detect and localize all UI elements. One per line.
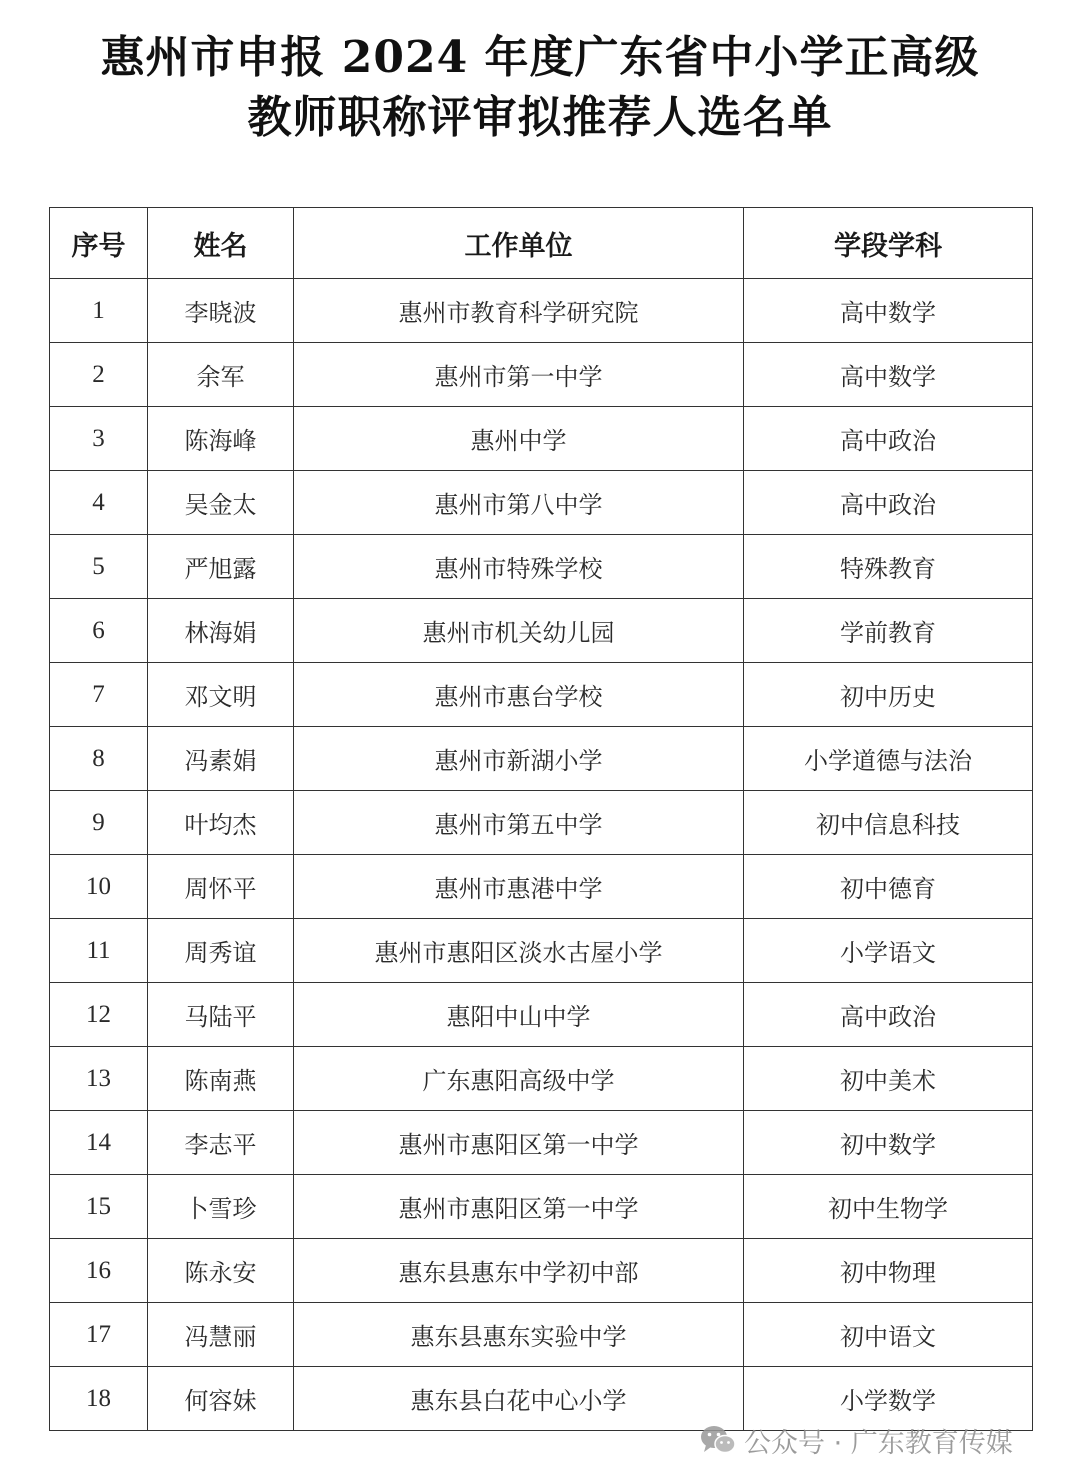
cell-unit: 惠州市第五中学 [294, 791, 744, 855]
cell-subject: 初中美术 [744, 1047, 1033, 1111]
title-line-2: 教师职称评审拟推荐人选名单 [247, 92, 833, 143]
cell-name: 严旭露 [148, 535, 294, 599]
cell-unit: 惠东县白花中心小学 [294, 1367, 744, 1431]
cell-name: 李志平 [148, 1111, 294, 1175]
cell-name: 余军 [148, 343, 294, 407]
cell-subject: 初中信息科技 [744, 791, 1033, 855]
cell-unit: 惠州市机关幼儿园 [294, 599, 744, 663]
cell-unit: 惠阳中山中学 [294, 983, 744, 1047]
cell-subject: 特殊教育 [744, 535, 1033, 599]
table-row [50, 1047, 1033, 1111]
table-row [50, 727, 1033, 791]
table-header-row [50, 208, 1033, 279]
cell-unit: 惠州市惠阳区第一中学 [294, 1175, 744, 1239]
cell-number: 4 [50, 471, 148, 535]
table-row [50, 919, 1033, 983]
candidate-table [49, 207, 1033, 1431]
cell-unit: 惠州市惠港中学 [294, 855, 744, 919]
table-row [50, 343, 1033, 407]
table-row [50, 663, 1033, 727]
cell-number: 5 [50, 535, 148, 599]
cell-number: 16 [50, 1239, 148, 1303]
cell-name: 陈永安 [148, 1239, 294, 1303]
header-unit: 工作单位 [294, 208, 744, 279]
table-row [50, 791, 1033, 855]
document-title [0, 28, 1080, 148]
cell-unit: 广东惠阳高级中学 [294, 1047, 744, 1111]
cell-number: 15 [50, 1175, 148, 1239]
cell-subject: 高中数学 [744, 343, 1033, 407]
cell-number: 13 [50, 1047, 148, 1111]
watermark [700, 1420, 1013, 1460]
cell-unit: 惠州市惠阳区第一中学 [294, 1111, 744, 1175]
cell-name: 冯慧丽 [148, 1303, 294, 1367]
cell-unit: 惠州市惠阳区淡水古屋小学 [294, 919, 744, 983]
cell-subject: 学前教育 [744, 599, 1033, 663]
cell-subject: 初中生物学 [744, 1175, 1033, 1239]
cell-name: 何容妹 [148, 1367, 294, 1431]
table-row [50, 599, 1033, 663]
cell-name: 林海娟 [148, 599, 294, 663]
cell-unit: 惠州市教育科学研究院 [294, 279, 744, 343]
cell-name: 吴金太 [148, 471, 294, 535]
cell-unit: 惠东县惠东实验中学 [294, 1303, 744, 1367]
cell-subject: 高中政治 [744, 407, 1033, 471]
table-body [50, 279, 1033, 1431]
table-row [50, 1111, 1033, 1175]
cell-name: 邓文明 [148, 663, 294, 727]
header-subject: 学段学科 [744, 208, 1033, 279]
cell-unit: 惠州市第一中学 [294, 343, 744, 407]
cell-number: 7 [50, 663, 148, 727]
cell-subject: 初中德育 [744, 855, 1033, 919]
cell-unit: 惠州市特殊学校 [294, 535, 744, 599]
cell-subject: 小学道德与法治 [744, 727, 1033, 791]
cell-number: 14 [50, 1111, 148, 1175]
table-row [50, 1175, 1033, 1239]
cell-number: 9 [50, 791, 148, 855]
cell-subject: 高中政治 [744, 983, 1033, 1047]
table-row [50, 535, 1033, 599]
title-line-1: 惠州市申报 2024 年度广东省中小学正高级 [100, 32, 980, 83]
table-row [50, 983, 1033, 1047]
cell-number: 11 [50, 919, 148, 983]
cell-number: 18 [50, 1367, 148, 1431]
cell-name: 冯素娟 [148, 727, 294, 791]
cell-number: 6 [50, 599, 148, 663]
cell-number: 3 [50, 407, 148, 471]
cell-unit: 惠东县惠东中学初中部 [294, 1239, 744, 1303]
table-row [50, 855, 1033, 919]
cell-number: 2 [50, 343, 148, 407]
cell-unit: 惠州市第八中学 [294, 471, 744, 535]
table-row [50, 1239, 1033, 1303]
cell-subject: 初中历史 [744, 663, 1033, 727]
cell-unit: 惠州市新湖小学 [294, 727, 744, 791]
cell-name: 马陆平 [148, 983, 294, 1047]
cell-subject: 小学数学 [744, 1367, 1033, 1431]
cell-name: 叶均杰 [148, 791, 294, 855]
cell-subject: 初中数学 [744, 1111, 1033, 1175]
cell-unit: 惠州中学 [294, 407, 744, 471]
watermark-text: 公众号 · 广东教育传媒 [744, 1427, 1013, 1459]
cell-subject: 高中数学 [744, 279, 1033, 343]
cell-name: 陈海峰 [148, 407, 294, 471]
cell-subject: 小学语文 [744, 919, 1033, 983]
table-row [50, 1303, 1033, 1367]
header-number: 序号 [50, 208, 148, 279]
table-row [50, 471, 1033, 535]
cell-name: 卜雪珍 [148, 1175, 294, 1239]
cell-number: 8 [50, 727, 148, 791]
table-row [50, 407, 1033, 471]
cell-number: 12 [50, 983, 148, 1047]
wechat-icon [700, 1425, 736, 1455]
cell-name: 周秀谊 [148, 919, 294, 983]
cell-name: 李晓波 [148, 279, 294, 343]
cell-subject: 高中政治 [744, 471, 1033, 535]
cell-number: 10 [50, 855, 148, 919]
cell-name: 陈南燕 [148, 1047, 294, 1111]
cell-number: 1 [50, 279, 148, 343]
cell-name: 周怀平 [148, 855, 294, 919]
cell-unit: 惠州市惠台学校 [294, 663, 744, 727]
header-name: 姓名 [148, 208, 294, 279]
table-row [50, 279, 1033, 343]
cell-number: 17 [50, 1303, 148, 1367]
cell-subject: 初中物理 [744, 1239, 1033, 1303]
cell-subject: 初中语文 [744, 1303, 1033, 1367]
